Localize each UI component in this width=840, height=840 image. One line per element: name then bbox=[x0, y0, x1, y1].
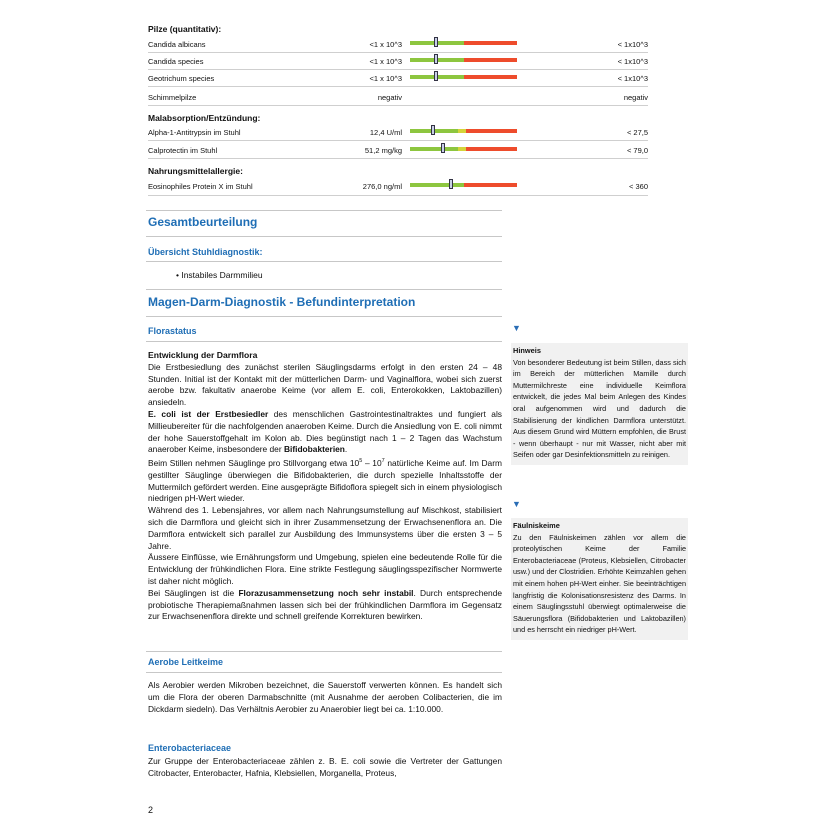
superscript: 5 bbox=[359, 458, 363, 465]
value-marker bbox=[434, 54, 438, 64]
row-label: Geotrichum species bbox=[148, 74, 215, 83]
row-value: <1 x 10^3 bbox=[369, 74, 402, 83]
entwicklung-title: Entwicklung der Darmflora bbox=[148, 350, 258, 360]
subsection-title-enterobacteriaceae: Enterobacteriaceae bbox=[148, 743, 232, 753]
main-text-block bbox=[148, 350, 502, 623]
note-title: Hinweis bbox=[513, 346, 541, 355]
range-bar bbox=[410, 58, 517, 62]
note-text: Zu den Fäulniskeimen zählen vor allem die proteolytischen Keime der Familie Enterobacteriaceae (Proteus, Klebsiellen, Citrobacter usw.) und der Clostridien. Erhöhte Keimzahlen gehen mit einem hohen pH-Wert einher. Sie beeinträchtigen langfristig die Kolonisationsresistenz des Darms. In einem Säuglingsstuhl überwiegt optimalerweise die Säuerungsflora (Bifidobakterien und Laktobazillen) und es herrscht ein niedriger pH-Wert. bbox=[513, 532, 686, 635]
text: Beim Stillen nehmen Säuglinge pro Stillvorgang etwa 10 bbox=[148, 457, 360, 468]
row-value: negativ bbox=[377, 93, 402, 102]
range-bar bbox=[410, 147, 517, 151]
row-reference: < 1x10^3 bbox=[617, 74, 648, 83]
text: des menschlichen Gastrointestinaltraktes und fungiert als Millieubereiter für die nachfolgenden anaeroben Keime. Durch die Ansiedlung von E. coli nimmt der hohe Sauerstoffgehalt im Kolon ab. Dies begünstigt nach 1 – 2 Tagen das Wachstum anaerober Keime, insbesondere der bbox=[148, 408, 502, 455]
row-value: <1 x 10^3 bbox=[369, 40, 402, 49]
range-bar bbox=[410, 75, 517, 79]
bullet-text: Instabiles Darmmilieu bbox=[181, 270, 263, 280]
range-bar bbox=[410, 41, 517, 45]
malabsorption-header: Malabsorption/Entzündung: bbox=[148, 113, 261, 123]
paragraph bbox=[148, 588, 502, 623]
row-reference: < 1x10^3 bbox=[617, 40, 648, 49]
subsection-title-aerobe: Aerobe Leitkeime bbox=[148, 657, 224, 667]
row-value: 12,4 U/ml bbox=[369, 128, 402, 137]
note-box-faeulniskeime bbox=[511, 518, 688, 640]
value-marker bbox=[449, 179, 453, 189]
arrow-down-icon: ▼ bbox=[512, 499, 521, 509]
subsection-title-florastatus: Florastatus bbox=[148, 326, 197, 336]
arrow-down-icon: ▼ bbox=[512, 323, 521, 333]
bold-text: Bifidobakterien bbox=[283, 444, 345, 455]
text: – 10 bbox=[362, 457, 382, 468]
row-value: <1 x 10^3 bbox=[369, 57, 402, 66]
range-bar bbox=[410, 183, 517, 187]
text: Bei Säuglingen ist die bbox=[148, 587, 239, 598]
row-label: Schimmelpilze bbox=[148, 93, 197, 102]
row-reference: < 1x10^3 bbox=[617, 57, 648, 66]
note-text: Von besonderer Bedeutung ist beim Stillen, dass sich im Bereich der mütterlichen Mamille durch Muttermilchreste eine individuelle Keimflora entwickelt, die jedes Mal beim Anlegen des Kindes oral aufgenommen wird und dadurch die Stabilisierung der kindlichen Darmflora unterstützt. Aus diesem Grund wird Müttern empfohlen, die Brust - wenn überhaupt - nur mit Wasser, nicht aber mit Seifen oder gar Desinfektionsmitteln zu reinigen. bbox=[513, 357, 686, 460]
row-reference: < 360 bbox=[629, 182, 648, 191]
note-title: Fäulniskeime bbox=[513, 521, 560, 530]
value-marker bbox=[434, 71, 438, 81]
row-reference: < 79,0 bbox=[626, 146, 648, 155]
row-label: Eosinophiles Protein X im Stuhl bbox=[148, 182, 253, 191]
bold-text: Florazusammensetzung noch sehr instabil bbox=[238, 587, 414, 598]
row-reference: < 27,5 bbox=[626, 128, 648, 137]
text: . bbox=[344, 444, 348, 455]
paragraph: Äussere Einflüsse, wie Ernährungsform und Umgebung, spielen eine bedeutende Rolle für die Entwicklung der frühkindlichen Flora. Eine strikte Festlegung säuglingsspezifischer Normwerte ist daher nicht möglich. bbox=[148, 552, 502, 586]
row-value: 276,0 ng/ml bbox=[362, 182, 402, 191]
bold-text: E. coli ist der Erstbesiedler bbox=[148, 408, 269, 419]
value-marker bbox=[434, 37, 438, 47]
subsection-title-uebersicht: Übersicht Stuhldiagnostik: bbox=[148, 247, 263, 257]
row-reference: negativ bbox=[623, 93, 648, 102]
section-title-befundinterpretation: Magen-Darm-Diagnostik - Befundinterpretation bbox=[148, 295, 416, 309]
list-item bbox=[176, 270, 263, 280]
paragraph: Während des 1. Lebensjahres, vor allem nach Nahrungsumstellung auf Mischkost, stabilisiert sich die Darmflora und gleicht sich in ihrer Zusammensetzung der Erwachsenenflora an. Die Darmflora entwickelt sich parallel zur Ausbildung des Immunsystems über die ersten 3 – 5 Jahre. bbox=[148, 505, 502, 551]
row-label: Alpha-1-Antitrypsin im Stuhl bbox=[148, 128, 241, 137]
paragraph bbox=[148, 456, 502, 505]
paragraph bbox=[148, 409, 502, 456]
aerobe-text: Als Aerobier werden Mikroben bezeichnet, die Sauerstoff verwerten können. Es handelt sich um die Flora der oberen Darmabschnitte (mit Ausnahme der aeroben Colibacterien, die im Dickdarm siedeln). Das Verhältnis Aerobier zu Anaerobier liegt bei ca. 1:10.000. bbox=[148, 680, 502, 714]
value-marker bbox=[431, 125, 435, 135]
pilze-header: Pilze (quantitativ): bbox=[148, 24, 222, 34]
allergie-header: Nahrungsmittelallergie: bbox=[148, 166, 243, 176]
row-label: Candida species bbox=[148, 57, 204, 66]
row-value: 51,2 mg/kg bbox=[364, 146, 402, 155]
paragraph: Die Erstbesiedlung des zunächst sterilen Säuglingsdarms erfolgt in den ersten 24 – 48 Stunden. Initial ist der Kontakt mit der mütterlichen Darm- und Vaginalflora, wobei sich zuerst aerobe bzw. fakultativ anaerobe Keime (vor allem E. coli, Enterokokken, Laktobazillen) ansiedeln. bbox=[148, 361, 502, 408]
note-box-hinweis bbox=[511, 343, 688, 465]
superscript: 7 bbox=[381, 458, 385, 465]
text: natürliche Keime auf. Im Darm gestillter Säuglinge überwiegen die Bifidobakterien, die durch spezielle Inhaltsstoffe der Muttermilch gefördert werden. Eine ausgeprägte Bifidoflora spiegelt sich in einem physiologisch niedrigen pH-Wert wieder. bbox=[148, 457, 502, 504]
range-bar bbox=[410, 129, 517, 133]
text: . Durch entsprechende probiotische Therapiemaßnahmen lassen sich bei der frühkindlichen Darmflora im Gegensatz zur Erwachsenenflora direkte und schnell greifende Korrekturen bewirken. bbox=[148, 587, 503, 622]
value-marker bbox=[441, 143, 445, 153]
section-title-gesamtbeurteilung: Gesamtbeurteilung bbox=[148, 215, 258, 229]
bullet-icon: • bbox=[176, 270, 182, 280]
row-label: Calprotectin im Stuhl bbox=[148, 146, 218, 155]
entero-text: Zur Gruppe der Enterobacteriaceae zählen z. B. E. coli sowie die Vertreter der Gattungen Citrobacter, Enterobacter, Hafnia, Klebsiellen, Morganella, Proteus, bbox=[148, 756, 502, 778]
row-label: Candida albicans bbox=[148, 40, 206, 49]
page-number: 2 bbox=[148, 805, 154, 815]
